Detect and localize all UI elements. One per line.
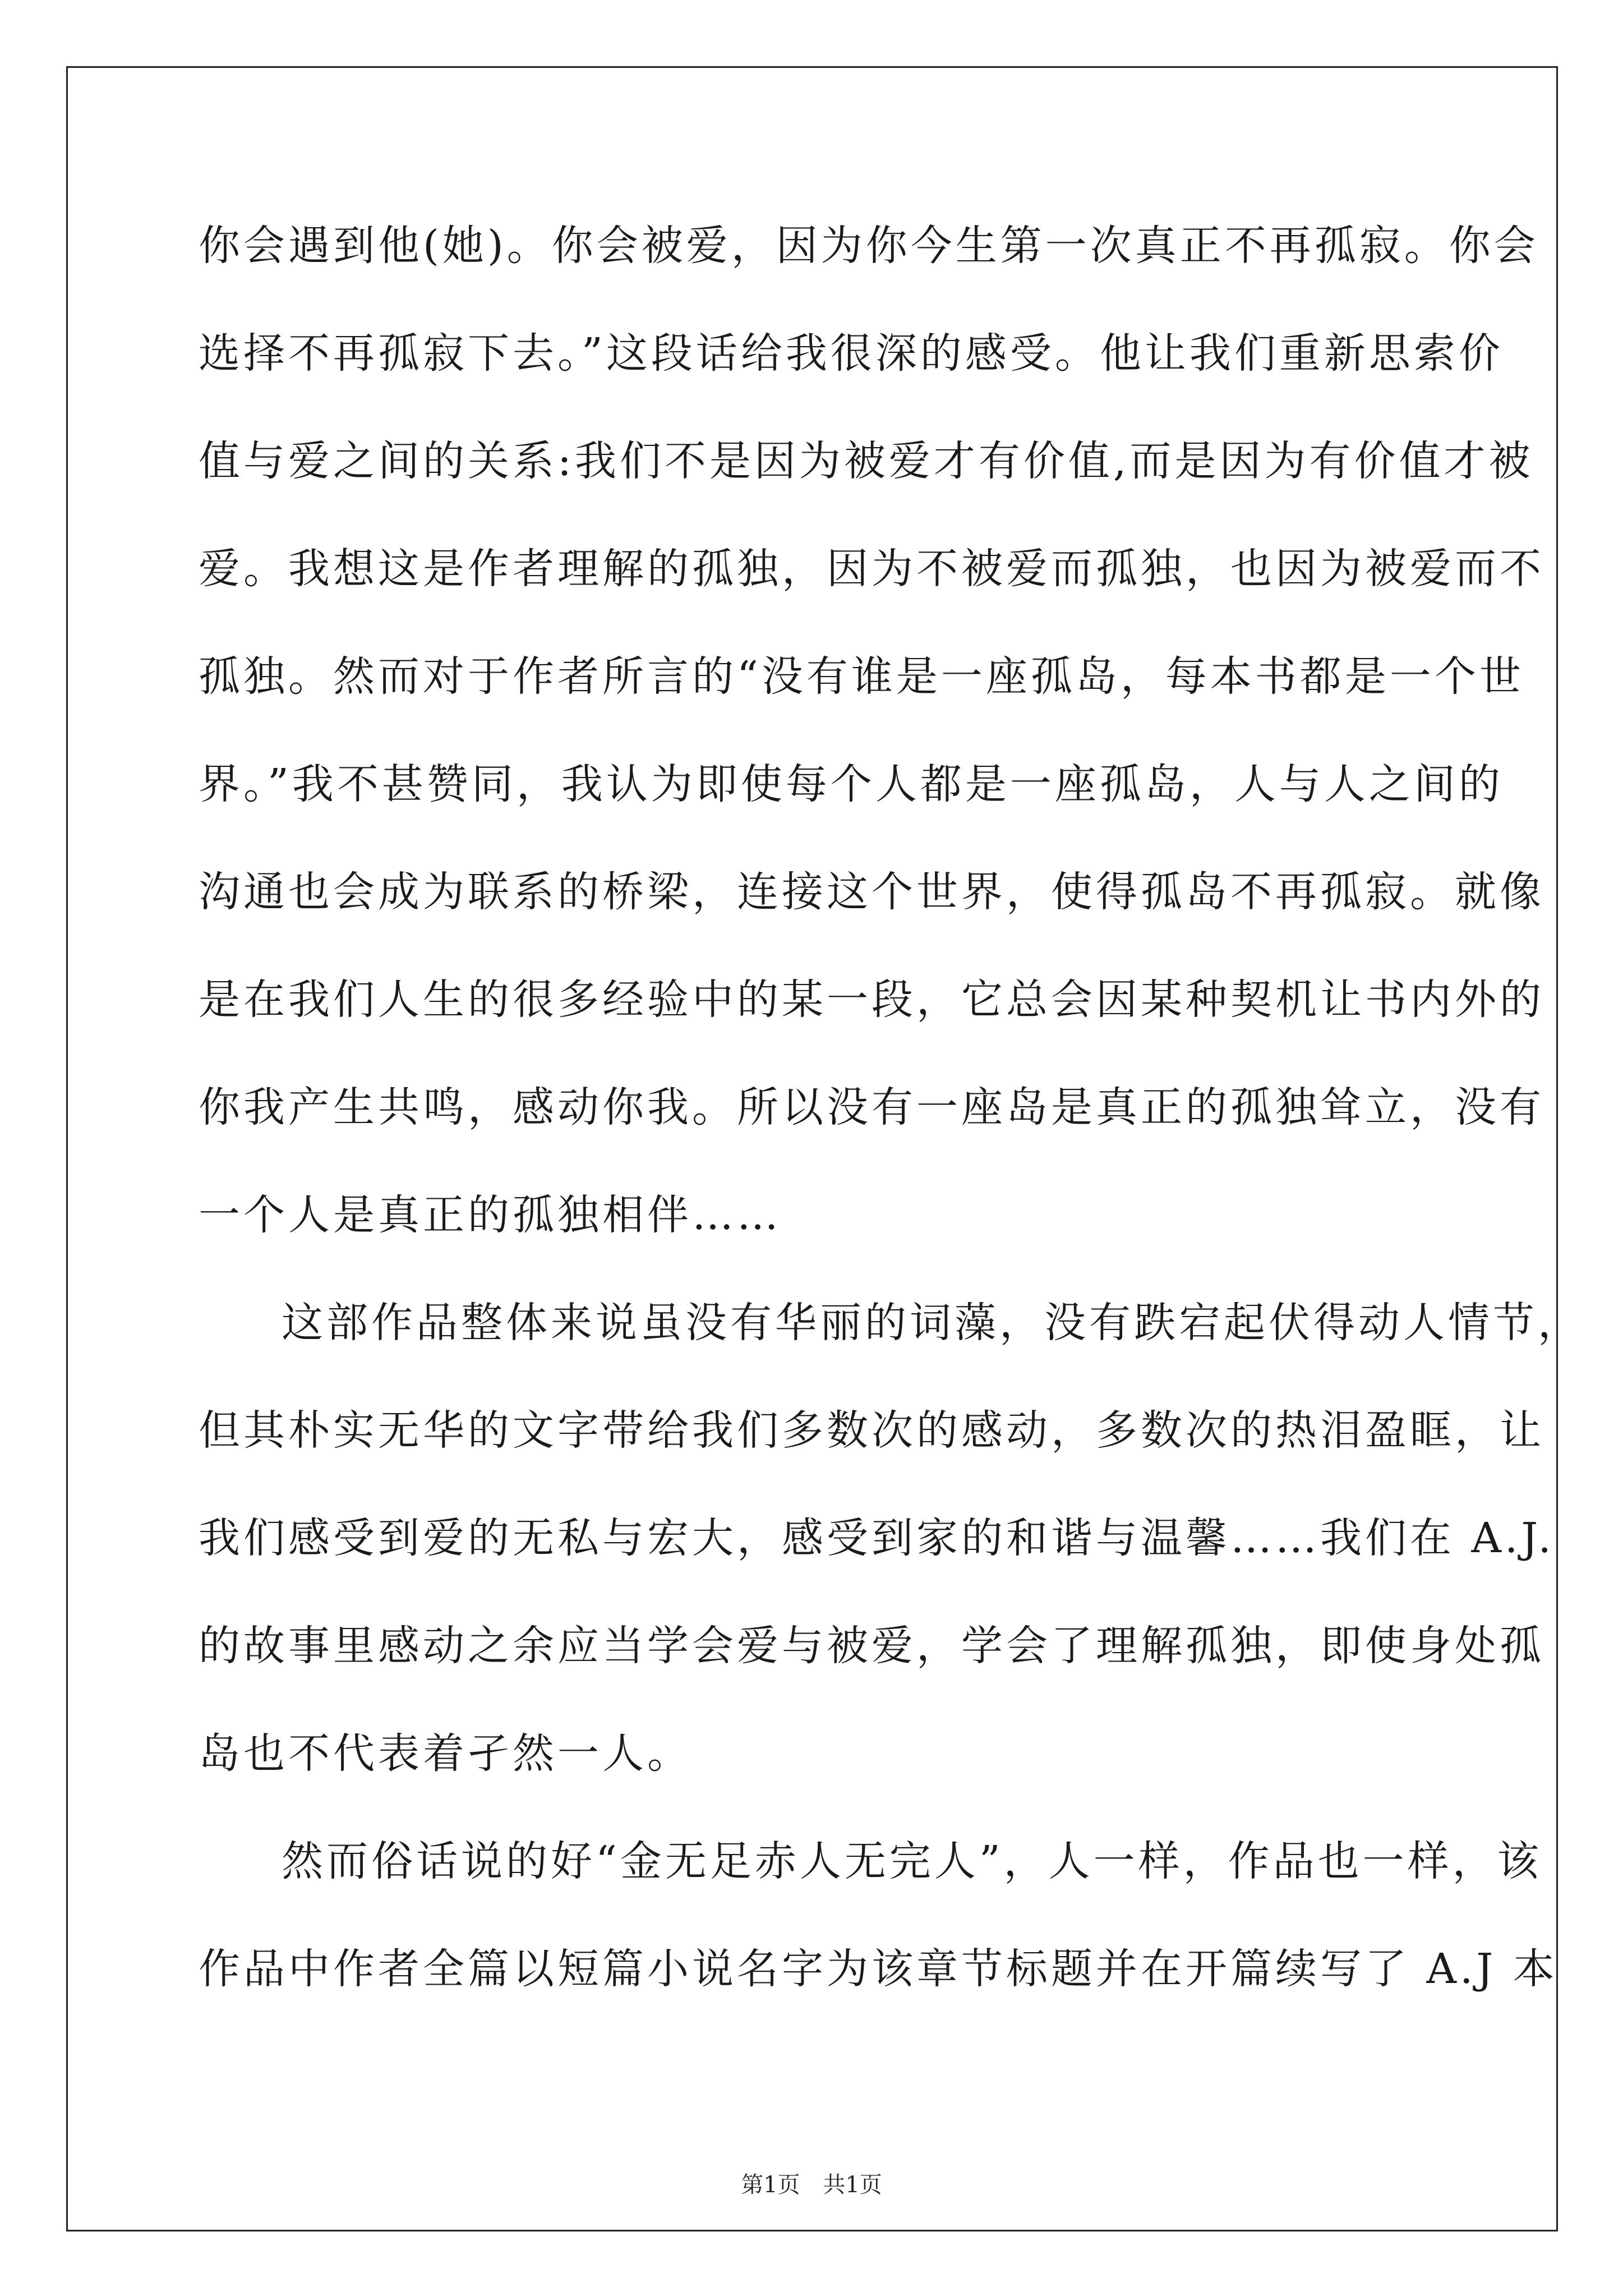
- paragraph-first-line: 然而俗话说的好“金无足赤人无完人”，人一样，作品也一样，该: [282, 1837, 1542, 1885]
- paragraph-line: 我们感受到爱的无私与宏大，感受到家的和谐与温馨……我们在 A.J.: [199, 1514, 1555, 1562]
- paragraph-line: 界。”我不甚赞同，我认为即使每个人都是一座孤岛，人与人之间的: [199, 760, 1504, 808]
- paragraph-line: 你我产生共鸣，感动你我。所以没有一座岛是真正的孤独耸立，没有: [199, 1083, 1544, 1131]
- paragraph-line: 值与爱之间的关系:我们不是因为被爱才有价值,而是因为有价值才被: [199, 437, 1534, 485]
- page-footer: [0, 2171, 1623, 2199]
- paragraph-line: 但其朴实无华的文字带给我们多数次的感动，多数次的热泪盈眶，让: [199, 1406, 1544, 1455]
- paragraph-line: 作品中作者全篇以短篇小说名字为该章节标题并在开篇续写了 A.J 本: [199, 1945, 1558, 1993]
- paragraph-line: 一个人是真正的孤独相伴……: [199, 1191, 782, 1239]
- paragraph-line: 沟通也会成为联系的桥梁，连接这个世界，使得孤岛不再孤寂。就像: [199, 868, 1544, 916]
- paragraph-line: 岛也不代表着孑然一人。: [199, 1729, 692, 1778]
- page-border: [66, 66, 1558, 2231]
- paragraph-line: 孤独。然而对于作者所言的“没有谁是一座孤岛，每本书都是一个世: [199, 652, 1524, 701]
- page-number: 第1页: [741, 2172, 800, 2198]
- paragraph-line: 爱。我想这是作者理解的孤独，因为不被爱而孤独，也因为被爱而不: [199, 545, 1544, 593]
- paragraph-first-line: 这部作品整体来说虽没有华丽的词藻，没有跌宕起伏得动人情节，: [282, 1299, 1583, 1347]
- paragraph-line: 是在我们人生的很多经验中的某一段，它总会因某种契机让书内外的: [199, 976, 1544, 1024]
- paragraph-line: 你会遇到他(她)。你会被爱，因为你今生第一次真正不再孤寂。你会: [199, 222, 1539, 270]
- paragraph-line: 的故事里感动之余应当学会爱与被爱，学会了理解孤独，即使身处孤: [199, 1622, 1544, 1670]
- paragraph-line: 选择不再孤寂下去。”这段话给我很深的感受。他让我们重新思索价: [199, 329, 1504, 378]
- page-total: 共1页: [823, 2172, 882, 2198]
